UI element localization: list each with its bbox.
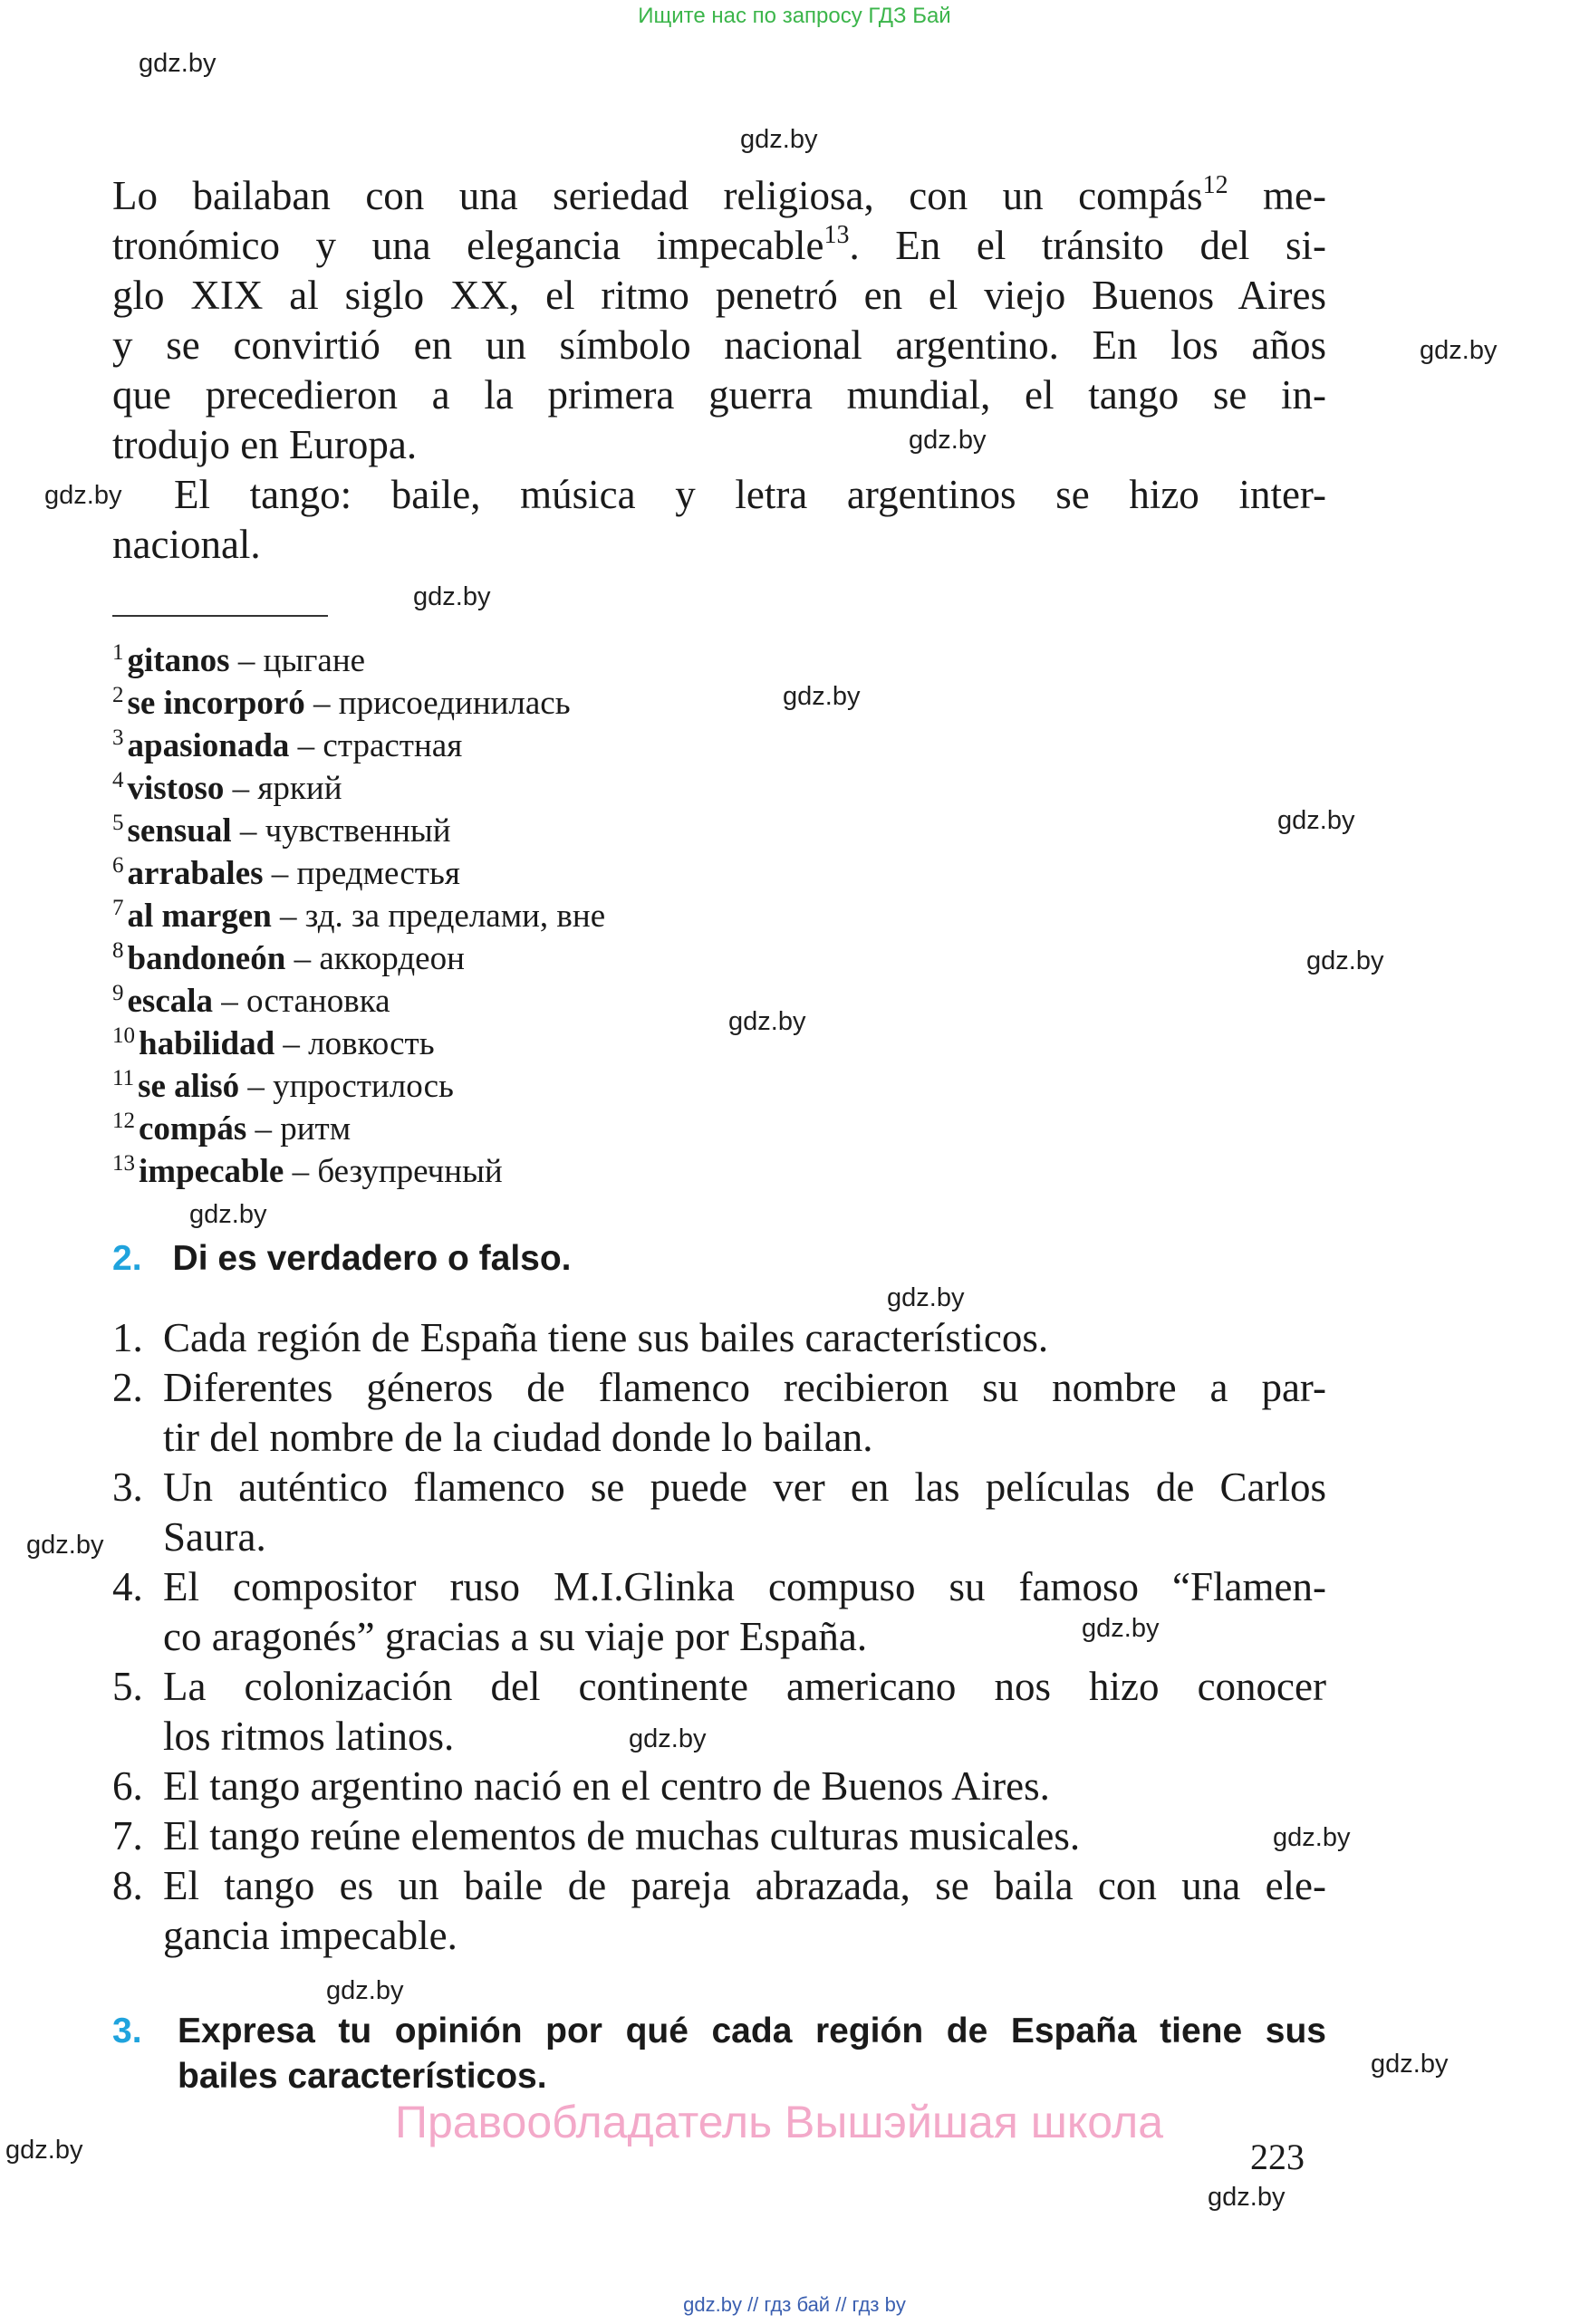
watermark: gdz.by [1208, 2183, 1286, 2212]
watermark: gdz.by [413, 582, 491, 611]
item-number: 5. [112, 1664, 143, 1709]
footnote-divider [112, 615, 328, 617]
footnote-translation: – упростилось [239, 1068, 454, 1105]
footnote-term: sensual [127, 812, 232, 850]
footnote-number: 1 [112, 640, 124, 665]
footnote-translation: – страстная [289, 727, 463, 764]
item-line: El tango reúne elementos de muchas culturas musicales. [163, 1813, 1081, 1858]
text-line: Lo bailaban con una seriedad religiosa, con un compás$^{12}$ me- [112, 171, 1326, 218]
footnote-translation: – безупречный [284, 1153, 503, 1190]
watermark: gdz.by [326, 1976, 404, 2005]
watermark: gdz.by [909, 426, 987, 455]
item-line: Cada región de España tiene sus bailes característicos. [163, 1315, 1049, 1360]
footnote-term: impecable [139, 1153, 284, 1190]
footnote-translation: – аккордеон [285, 940, 465, 977]
top-banner[interactable]: Ищите нас по запросу ГДЗ Бай [638, 4, 951, 28]
footnote-number: 4 [112, 768, 124, 792]
watermark: gdz.by [728, 1007, 806, 1036]
footnote-translation: – чувственный [231, 812, 451, 850]
watermark: gdz.by [1306, 946, 1384, 975]
text-line: y se convirtió en un símbolo nacional argentino. En los años [112, 322, 1326, 368]
item-line: Un auténtico flamenco se puede ver en las películas de Carlos [163, 1465, 1326, 1510]
list-item [112, 1313, 1326, 1363]
footnote-translation: – цыгане [229, 642, 366, 679]
footnote-number: 10 [112, 1023, 135, 1048]
footnote-number: 12 [112, 1109, 135, 1133]
footnote-term: escala [127, 983, 214, 1020]
watermark: gdz.by [887, 1283, 965, 1312]
footnote-translation: – присоединилась [304, 685, 571, 722]
item-line: La colonización del continente americano nos hizo conocer [163, 1664, 1326, 1709]
main-paragraph [112, 171, 1326, 470]
watermark: gdz.by [189, 1200, 267, 1229]
text-line: nacional. [112, 522, 261, 567]
watermark: gdz.by [1420, 336, 1498, 365]
item-line: los ritmos latinos. [163, 1714, 455, 1759]
footnote-term: al margen [127, 898, 272, 935]
item-line: El tango argentino nació en el centro de Buenos Aires. [163, 1763, 1050, 1809]
item-number: 7. [112, 1813, 143, 1858]
item-line: El compositor ruso M.I.Glinka compuso su famoso “Flamen- [163, 1564, 1326, 1609]
list-item [112, 1861, 1326, 1961]
item-line: co aragonés” gracias a su viaje por España. [163, 1614, 868, 1659]
footnote-term: habilidad [139, 1025, 275, 1062]
footnote-term: compás [139, 1110, 247, 1148]
list-item [112, 1762, 1326, 1811]
bottom-links[interactable]: gdz.by // гдз бай // гдз by [683, 2293, 906, 2316]
footnote-number: 13 [112, 1151, 135, 1176]
watermark: gdz.by [1371, 2050, 1449, 2079]
watermark: gdz.by [629, 1724, 707, 1753]
exercise-number: 2. [112, 1239, 142, 1278]
watermark: gdz.by [139, 49, 217, 78]
item-line: gancia impecable. [163, 1913, 457, 1958]
item-number: 2. [112, 1365, 143, 1410]
footnote-number: 9 [112, 981, 124, 1005]
item-number: 8. [112, 1863, 143, 1908]
watermark: gdz.by [1082, 1614, 1160, 1643]
footnote-term: gitanos [127, 642, 230, 679]
watermark: gdz.by [1273, 1823, 1351, 1852]
exercise-2-heading [112, 1239, 572, 1279]
watermark: gdz.by [1277, 806, 1355, 835]
footnote-translation: – предместья [263, 855, 460, 892]
footnote-translation: – яркий [224, 770, 342, 807]
watermark: gdz.by [740, 125, 818, 154]
footnote-translation: – зд. за пределами, вне [271, 898, 606, 935]
footnote-translation: – ритм [246, 1110, 352, 1148]
text-line: El tango: baile, música y letra argentinos se hizo inter- [174, 472, 1326, 517]
exercise-3-line: 3. Expresa tu opinión por qué cada región de España tiene sus [112, 2012, 1326, 2050]
footnote-number: 8 [112, 938, 124, 963]
text-line: que precedieron a la primera guerra mundial, el tango se in- [112, 372, 1326, 418]
rights-holder-notice: Правообладатель Вышэйшая школа [395, 2097, 1163, 2147]
list-item [112, 1363, 1326, 1463]
text-line: tronómico y una elegancia impecable$^{13}$. En el tránsito del si- [112, 221, 1326, 268]
footnote-number: 6 [112, 853, 124, 878]
footnote-term: bandoneón [127, 940, 286, 977]
footnote-term: arrabales [127, 855, 264, 892]
exercise-title: Di es verdadero o falso. [172, 1239, 572, 1278]
text-line: trodujo en Europa. [112, 422, 418, 467]
text-line: glo XIX al siglo XX, el ritmo penetró en el viejo Buenos Aires [112, 273, 1326, 318]
statement-list [112, 1313, 1326, 1961]
footnote-number: 11 [112, 1066, 135, 1090]
exercise-3-heading [112, 2009, 1326, 2099]
exercise-3-line: bailes característicos. [178, 2057, 547, 2096]
item-number: 6. [112, 1763, 143, 1809]
footnote-number: 2 [112, 683, 124, 707]
item-number: 4. [112, 1564, 143, 1609]
footnote-translation: – остановка [213, 983, 390, 1020]
second-paragraph [112, 470, 1326, 570]
footnote-item [112, 1142, 503, 1193]
footnote-number: 3 [112, 725, 124, 750]
watermark: gdz.by [5, 2136, 83, 2165]
watermark: gdz.by [44, 481, 122, 510]
footnote-term: vistoso [127, 770, 225, 807]
footnote-number: 5 [112, 811, 124, 835]
footnote-number: 7 [112, 896, 124, 920]
footnote-term: se alisó [138, 1068, 240, 1105]
list-item [112, 1562, 1326, 1662]
item-line: Saura. [163, 1514, 266, 1560]
watermark: gdz.by [26, 1531, 104, 1560]
footnote-translation: – ловкость [274, 1025, 435, 1062]
item-number: 3. [112, 1465, 143, 1510]
list-item [112, 1811, 1326, 1861]
footnote-term: apasionada [127, 727, 290, 764]
item-line: El tango es un baile de pareja abrazada, se baila con una ele- [163, 1863, 1326, 1908]
page-number: 223 [1250, 2137, 1305, 2177]
watermark: gdz.by [783, 682, 861, 711]
list-item [112, 1463, 1326, 1562]
item-line: tir del nombre de la ciudad donde lo bailan. [163, 1415, 873, 1460]
item-line: Diferentes géneros de flamenco recibieron su nombre a par- [163, 1365, 1326, 1410]
footnote-term: se incorporó [127, 685, 305, 722]
item-number: 1. [112, 1315, 143, 1360]
list-item [112, 1662, 1326, 1762]
